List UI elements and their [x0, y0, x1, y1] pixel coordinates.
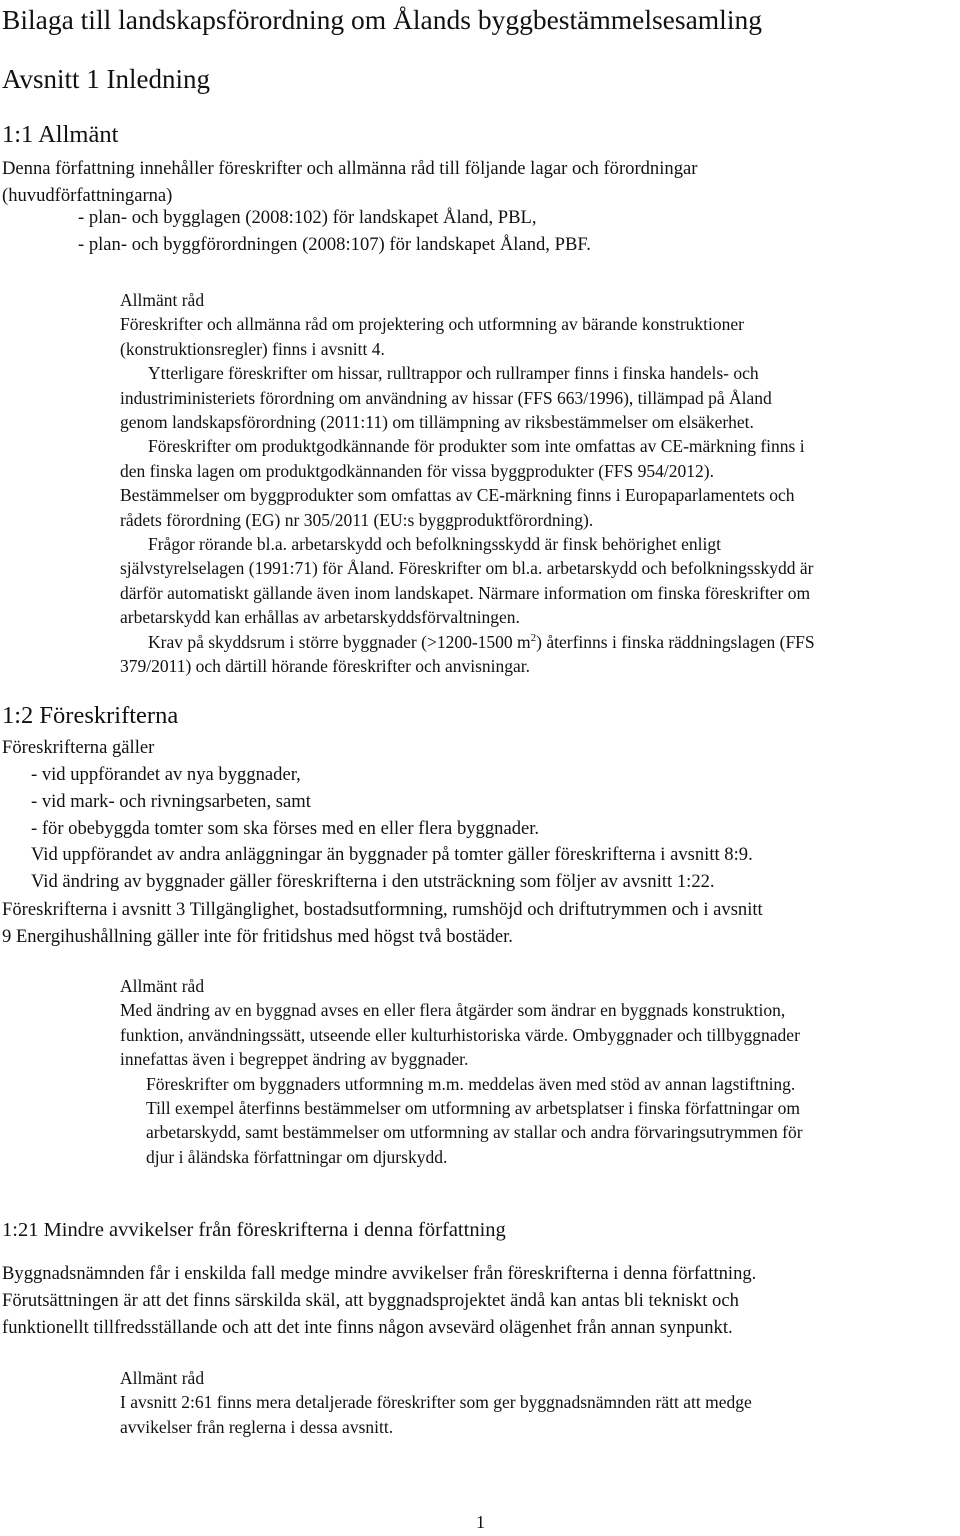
text-line: Frågor rörande bl.a. arbetarskydd och befolkningsskydd är finsk behörighet enligt: [148, 534, 721, 555]
text-line: avvikelser från reglerna i dessa avsnitt.: [120, 1416, 394, 1437]
general-advice-1-1: [120, 288, 815, 679]
advice-label: Allmänt råd: [120, 976, 205, 996]
subsection-heading-1-1: 1:1 Allmänt: [2, 121, 119, 148]
text-line: 9 Energihushållning gäller inte för fritidshus med högst två bostäder.: [2, 925, 513, 947]
text-line: I avsnitt 2:61 finns mera detaljerade föreskrifter som ger byggnadsnämnden rätt att medge: [120, 1392, 752, 1413]
list-item: - plan- och bygglagen (2008:102) för landskapet Åland, PBL,: [78, 207, 537, 228]
text-line: Föreskrifter om byggnaders utformning m.m. meddelas även med stöd av annan lagstiftning.: [146, 1073, 796, 1094]
text-line: (huvudförfattningarna): [2, 184, 173, 206]
law-list: [78, 205, 591, 259]
shelter-text: Krav på skyddsrum i större byggnader (>1200-1500 m: [148, 631, 531, 652]
text-line: Till exempel återfinns bestämmelser om utformning av arbetsplatser i finska författningar om: [146, 1098, 800, 1119]
text-line: Föreskrifter och allmänna råd om projektering och utformning av bärande konstruktioner: [120, 314, 744, 335]
advice-label: Allmänt råd: [120, 1368, 205, 1388]
superscript: 2: [530, 631, 537, 644]
section-heading: Avsnitt 1 Inledning: [2, 64, 210, 94]
subsection-heading-1-2: 1:2 Föreskrifterna: [2, 702, 179, 729]
intro-paragraph: [2, 156, 697, 210]
text-line: Denna författning innehåller föreskrifter och allmänna råd till följande lagar och förordningar: [2, 158, 698, 179]
subsection-heading-1-21: 1:21 Mindre avvikelser från föreskrifterna i denna författning: [2, 1219, 506, 1241]
general-advice-1-21: [120, 1366, 752, 1439]
general-advice-1-2: [120, 974, 803, 1169]
intro-text: Föreskrifterna gäller: [2, 737, 155, 758]
text-line: (konstruktionsregler) finns i avsnitt 4.: [120, 338, 385, 359]
text-line: industriministeriets förordning om användning av hissar (FFS 663/1996), tillämpad på Åland: [120, 387, 772, 408]
text-line: 379/2011) och därtill hörande föreskrifter och anvisningar.: [120, 656, 530, 677]
text-line: Förutsättningen är att det finns särskilda skäl, att byggnadsprojektet ändå kan antas bli tekniskt och: [2, 1289, 739, 1311]
text-line: djur i åländska författningar om djurskydd.: [146, 1146, 448, 1167]
paragraph-line: Vid uppförandet av andra anläggningar än byggnader på tomter gäller föreskrifterna i avsnitt 8:9.: [31, 844, 753, 866]
text-line: Byggnadsnämnden får i enskilda fall medge mindre avvikelser från föreskrifterna i denna författning.: [2, 1263, 757, 1284]
text-line: genom landskapsförordning (2011:11) om tillämpning av riksbestämmelser om elsäkerhet.: [120, 412, 754, 433]
text-line: därför automatiskt gällande även inom landskapet. Närmare information om finska föreskrifter om: [120, 582, 811, 603]
paragraph-line: Vid ändring av byggnader gäller föreskrifterna i den utsträckning som följer av avsnitt 1:22.: [31, 871, 715, 893]
text-line: den finska lagen om produktgodkännanden för vissa byggprodukter (FFS 954/2012).: [120, 460, 714, 481]
text-line: [120, 630, 815, 654]
document-title: Bilaga till landskapsförordning om Ålands byggbestämmelsesamling: [2, 4, 762, 35]
list-item: - vid uppförandet av nya byggnader,: [31, 764, 301, 785]
text-line: funktion, användningssätt, utseende eller kulturhistoriska värde. Ombyggnader och tillbyggnader: [120, 1024, 800, 1045]
list-item: - för obebyggda tomter som ska förses med en eller flera byggnader.: [31, 817, 540, 839]
text-line: arbetarskydd, samt bestämmelser om utformning av stallar och andra förvaringsutrymmen för: [146, 1122, 803, 1143]
text-line: rådets förordning (EG) nr 305/2011 (EU:s byggproduktförordning).: [120, 509, 594, 530]
text-line: Bestämmelser om byggprodukter som omfattas av CE-märkning finns i Europaparlamentets och: [120, 485, 795, 506]
text-line: självstyrelselagen (1991:71) för Åland. Föreskrifter om bl.a. arbetarskydd och befolkningsskydd är: [120, 558, 814, 579]
scope-list: [31, 762, 753, 896]
paragraph: [2, 897, 763, 951]
paragraph: [2, 1261, 756, 1341]
text-line: innefattas även i begreppet ändring av byggnader.: [120, 1049, 469, 1070]
text-line: Ytterligare föreskrifter om hissar, rulltrappor och rullramper finns i finska handels- och: [148, 363, 759, 384]
list-item: - vid mark- och rivningsarbeten, samt: [31, 790, 311, 812]
text-line: arbetarskydd kan erhållas av arbetarskyddsförvaltningen.: [120, 607, 520, 628]
text-line: Föreskrifterna i avsnitt 3 Tillgänglighet, bostadsutformning, rumshöjd och driftutrymmen och i avsnitt: [2, 899, 763, 920]
text-line: Med ändring av en byggnad avses en eller flera åtgärder som ändrar en byggnads konstruktion,: [120, 1000, 786, 1021]
page-number: 1: [476, 1512, 485, 1532]
advice-label: Allmänt råd: [120, 290, 205, 310]
shelter-text: ) återfinns i finska räddningslagen (FFS: [536, 631, 815, 652]
text-line: Föreskrifter om produktgodkännande för produkter som inte omfattas av CE-märkning finns i: [148, 436, 805, 457]
list-item: - plan- och byggförordningen (2008:107) för landskapet Åland, PBF.: [78, 233, 591, 255]
text-line: funktionellt tillfredsställande och att det inte finns någon avsevärd olägenhet från annan synpunkt.: [2, 1316, 733, 1338]
